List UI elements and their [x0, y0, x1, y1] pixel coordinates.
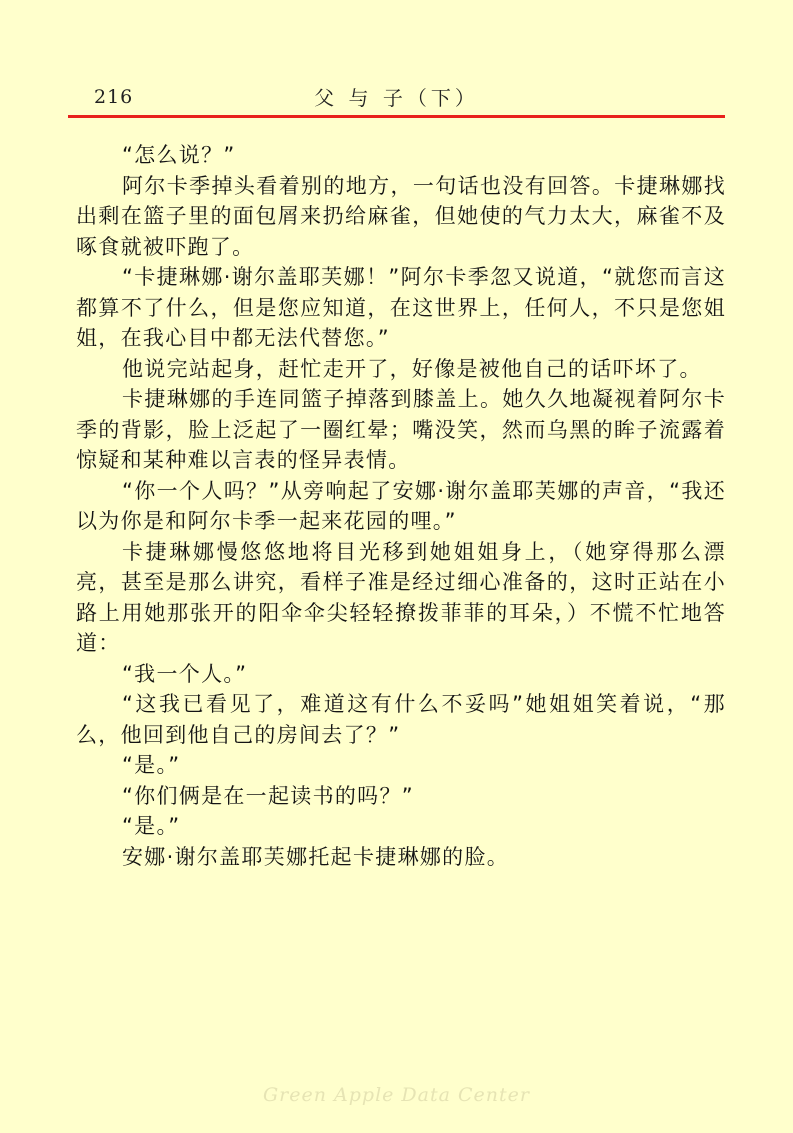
paragraph: 阿尔卡季掉头看着别的地方，一句话也没有回答。卡捷琳娜找出剩在篮子里的面包屑来扔给麻雀，但她使的气力太大，麻雀不及啄食就被吓跑了。: [76, 173, 726, 259]
body-text: [76, 140, 726, 872]
paragraph: 安娜·谢尔盖耶芙娜托起卡捷琳娜的脸。: [122, 844, 510, 869]
paragraph: “卡捷琳娜·谢尔盖耶芙娜！”阿尔卡季忽又说道，“就您而言这都算不了什么，但是您应知道，在这世界上，任何人，不只是您姐姐，在我心目中都无法代替您。”: [76, 265, 726, 350]
header-rule: [68, 115, 725, 118]
page-header: [68, 78, 725, 118]
paragraph: “是。”: [122, 753, 181, 777]
paragraph: 卡捷琳娜慢悠悠地将目光移到她姐姐身上，（她穿得那么漂亮，甚至是那么讲究，看样子准是经过细心准备的，这时正站在小路上用她那张开的阳伞伞尖轻轻撩拨菲菲的耳朵，）不慌不忙地答道：: [76, 539, 726, 655]
paragraph: 卡捷琳娜的手连同篮子掉落到膝盖上。她久久地凝视着阿尔卡季的背影，脸上泛起了一圈红晕；嘴没笑，然而乌黑的眸子流露着惊疑和某种难以言表的怪异表情。: [76, 387, 726, 472]
watermark: Green Apple Data Center: [263, 1084, 530, 1106]
paragraph: “你一个人吗？”从旁响起了安娜·谢尔盖耶芙娜的声音，“我还以为你是和阿尔卡季一起来花园的哩。”: [76, 478, 726, 533]
running-title: 父 与 子（下）: [314, 86, 479, 110]
page-number: 216: [94, 86, 134, 108]
paragraph: 他说完站起身，赶忙走开了，好像是被他自己的话吓坏了。: [122, 356, 702, 381]
paragraph: “你们俩是在一起读书的吗？”: [122, 783, 414, 808]
paragraph: “这我已看见了，难道这有什么不妥吗”她姐姐笑着说，“那么，他回到他自己的房间去了？”: [76, 692, 726, 747]
paragraph: “是。”: [122, 814, 181, 838]
paragraph: “我一个人。”: [122, 661, 248, 686]
paragraph: “怎么说？”: [122, 143, 236, 167]
